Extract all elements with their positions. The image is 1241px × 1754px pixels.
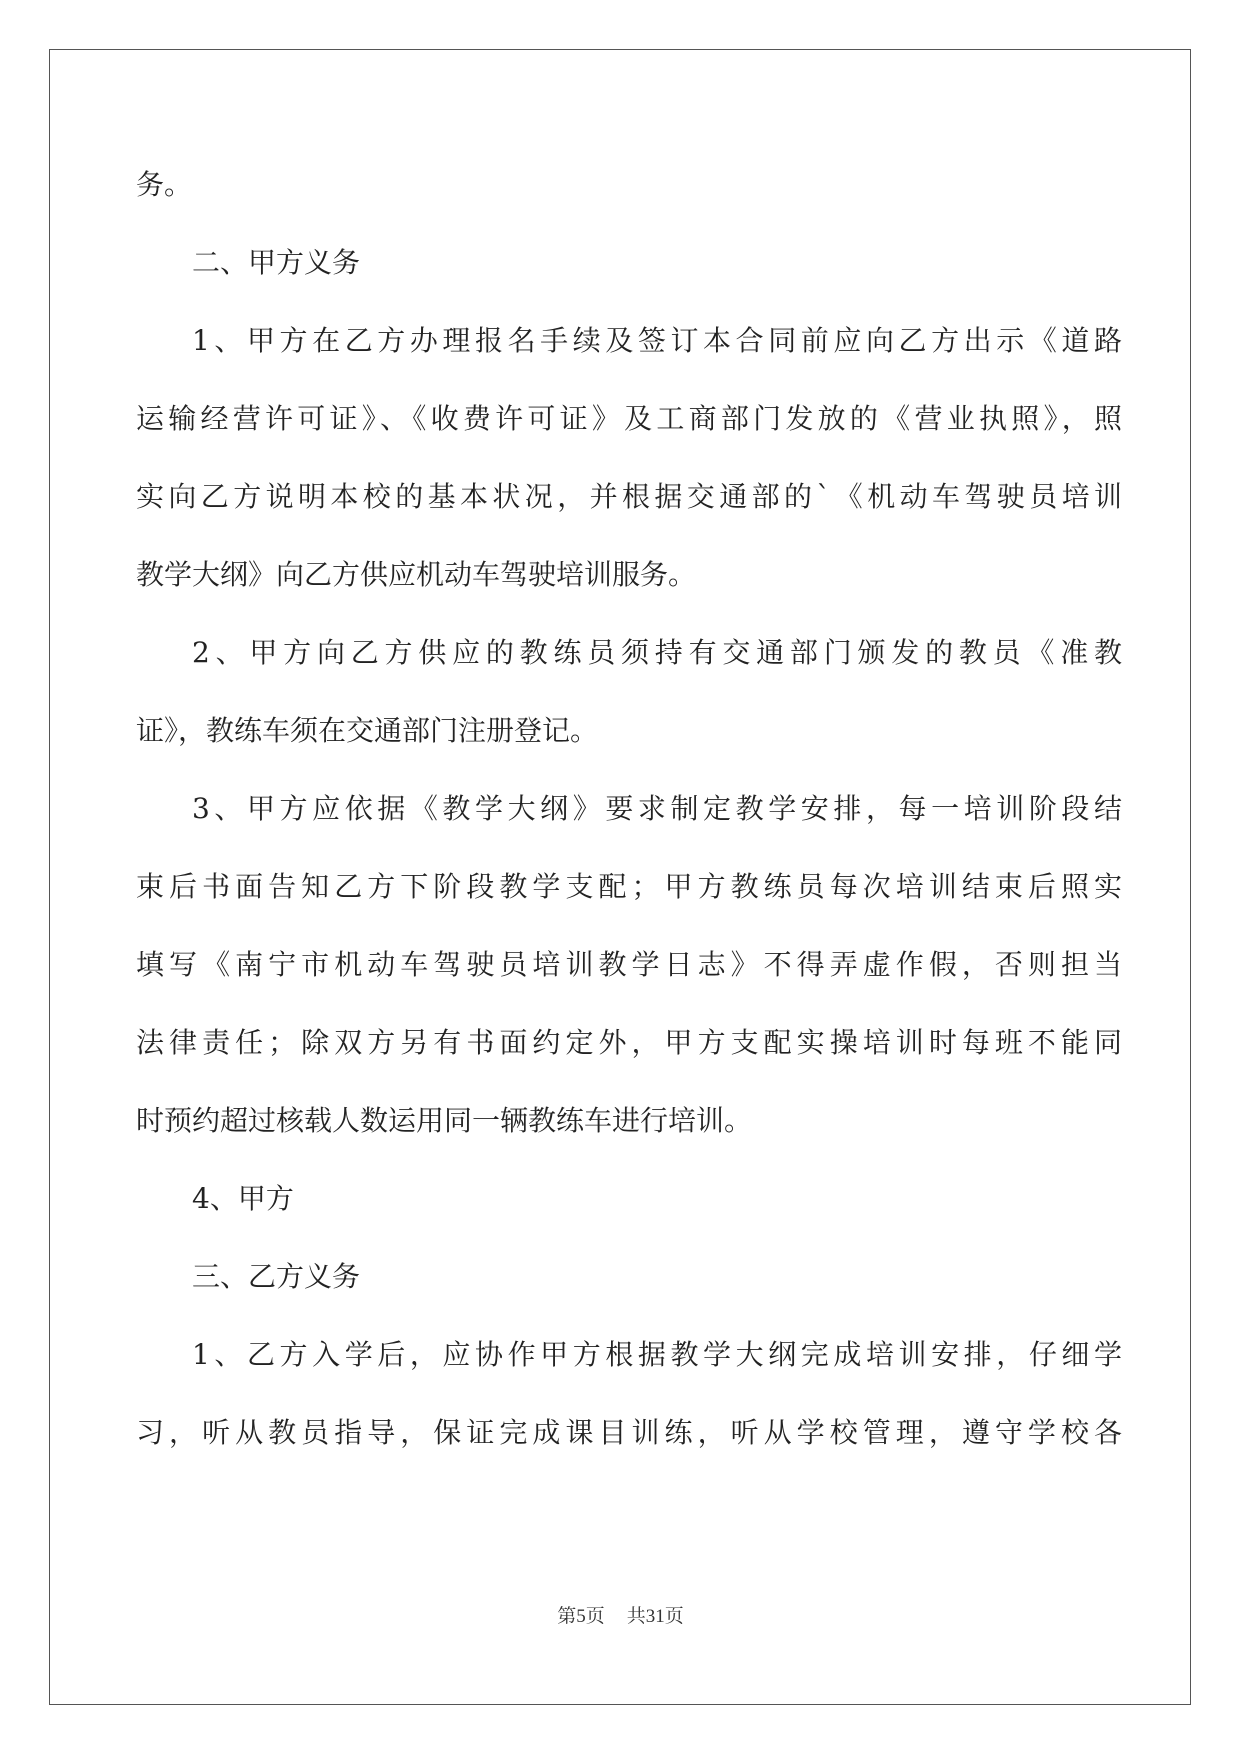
text-line: 1、甲方在乙方办理报名手续及签订本合同前应向乙方出示《道路 [192,324,1122,357]
text-line: 4、甲方 [192,1182,294,1215]
text-line: 2、甲方向乙方供应的教练员须持有交通部门颁发的教员《准教 [192,636,1122,669]
text-line: 3、甲方应依据《教学大纲》要求制定教学安排，每一培训阶段结 [192,792,1122,825]
text-line: 时预约超过核载人数运用同一辆教练车进行培训。 [136,1104,753,1137]
text-line: 1、乙方入学后，应协作甲方根据教学大纲完成培训安排，仔细学 [192,1338,1122,1371]
text-line: 习，听从教员指导，保证完成课目训练，听从学校管理，遵守学校各 [136,1416,1122,1449]
section-heading: 三、乙方义务 [192,1260,361,1293]
text-line: 务。 [136,168,193,201]
total-pages: 31 [645,1606,665,1627]
text-line: 证》，教练车须在交通部门注册登记。 [136,714,599,747]
footer-total-suffix: 页 [664,1605,684,1627]
text-line: 实向乙方说明本校的基本状况，并根据交通部的`《机动车驾驶员培训 [136,480,1122,513]
section-heading: 二、甲方义务 [192,246,361,279]
text-line: 法律责任；除双方另有书面约定外，甲方支配实操培训时每班不能同 [136,1026,1122,1059]
page-number: 5 [576,1606,586,1627]
text-line: 运输经营许可证》、《收费许可证》及工商部门发放的《营业执照》，照 [136,402,1122,435]
footer-prefix: 第 [557,1605,577,1627]
footer-total-prefix: 共 [626,1605,646,1627]
footer-page-suffix: 页 [585,1605,605,1627]
text-line: 束后书面告知乙方下阶段教学支配；甲方教练员每次培训结束后照实 [136,870,1122,903]
page-footer [0,1604,1241,1629]
text-line: 填写《南宁市机动车驾驶员培训教学日志》不得弄虚作假，否则担当 [136,948,1122,981]
text-line: 教学大纲》向乙方供应机动车驾驶培训服务。 [136,558,697,591]
